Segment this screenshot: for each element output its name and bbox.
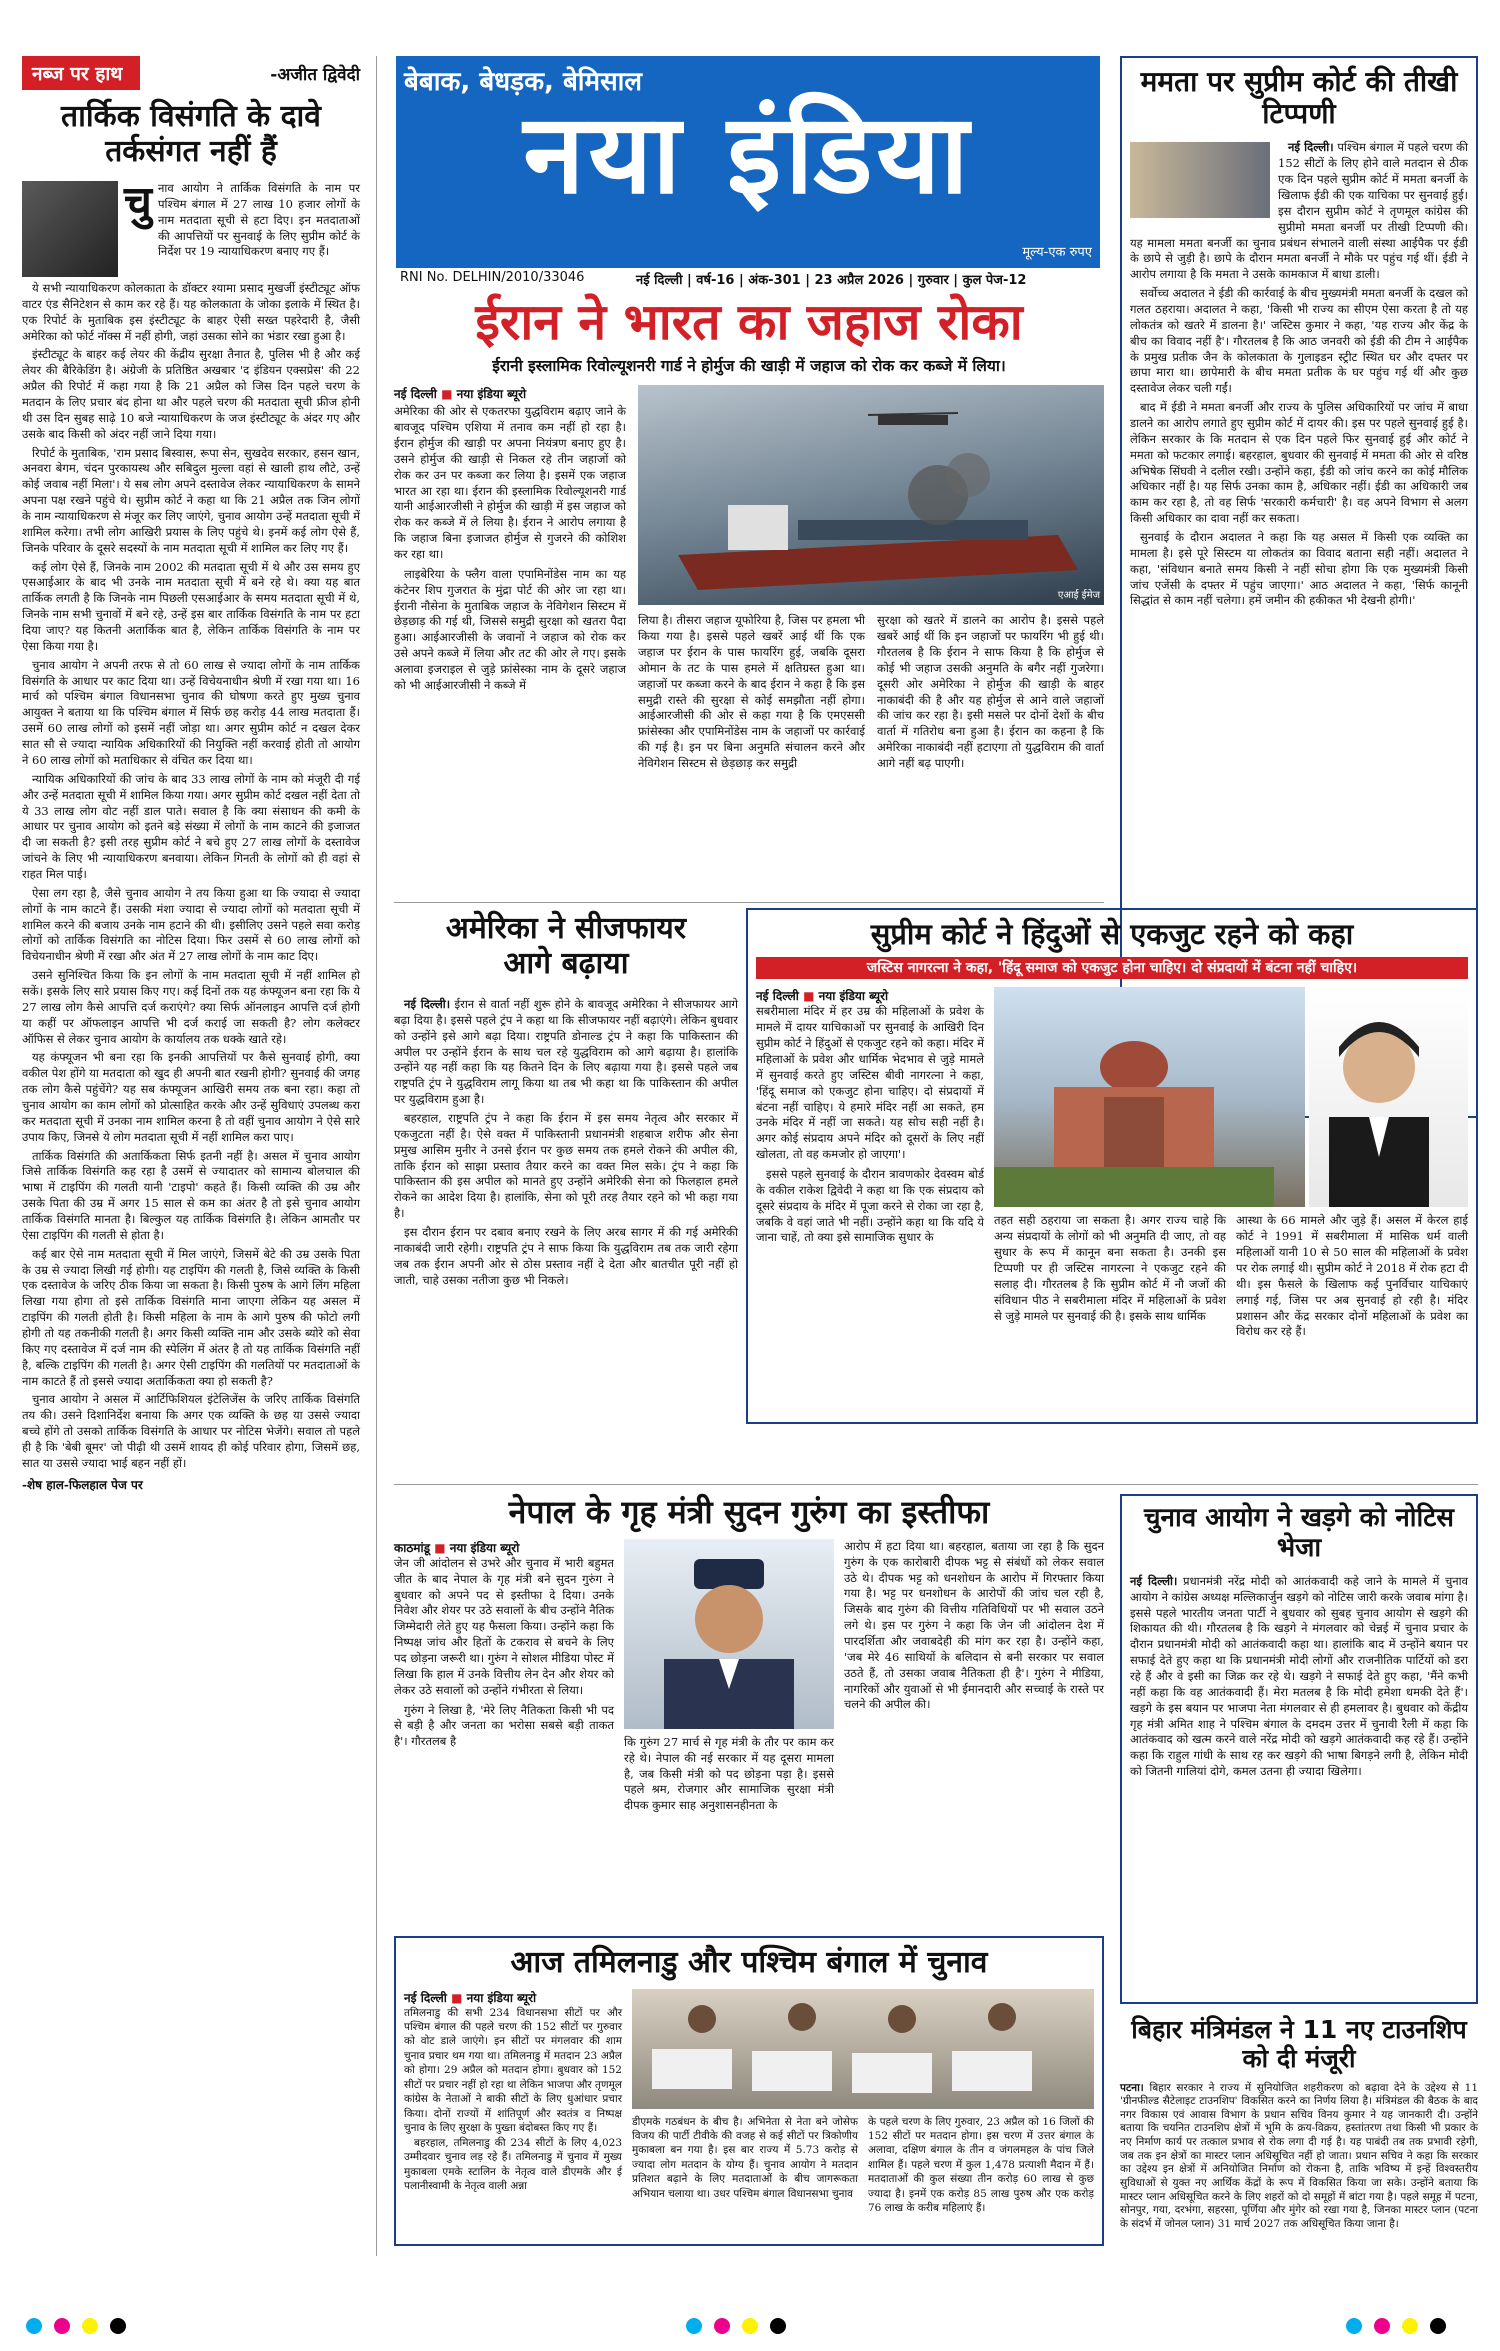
print-registration-marks [20,2318,132,2338]
evm-illustration [632,1989,1072,2109]
column-headline: तार्किक विसंगति के दावे तर्कसंगत नहीं हैं [61,99,321,169]
column-para: तार्किक विसंगति की अतार्किकता सिर्फ इतनी नहीं है। असल में चुनाव आयोग जिसे तार्किक विसंगति कह रहा है उसमें से ज्यादातर को सामान्य बोलचाल की भाषा में टाइपिंग की गलती यानी 'टाइपो' कहते हैं। किसी व्यक्ति की उम्र और उसके पिता की उम्र में अगर 15 साल से कम का अंतर है तो इसे चुनाव आयोग तार्किक विसंगति मानता है। बिल्कुल यह तार्किक विसंगति है। लेकिन आमतौर पर ऐसा टाइपिंग की गलती से होता है। [22,1148,360,1242]
registration-dot [1346,2318,1362,2334]
registration-dot [1374,2318,1390,2334]
tn-wb-col3: के पहले चरण के लिए गुरुवार, 23 अप्रैल को 16 जिलों की 152 सीटों पर मतदान होगा। इस चरण में उत्तर बंगाल के अलावा, दक्षिण बंगाल के तीन व जंगलमहल के पांच जिले शामिल हैं। पहले चरण में कुल 1,478 प्रत्याशी मैदान में हैं। मतदाताओं की कुल संख्या तीन करोड़ 60 लाख से कुछ ज्यादा है। इनमें एक करोड़ 85 लाख पुरुष और एक करोड़ 76 लाख के करीब महिलाएं हैं। [868,2115,1094,2215]
lead-col1-text: अमेरिका की ओर से एकतरफा युद्धविराम बढ़ाए जाने के बावजूद पश्चिम एशिया में तनाव कम नहीं हो रहा है। ईरान होर्मुज की खाड़ी पर अपना नियंत्रण बनाए हुए है। उसने होर्मुज की खाड़ी से निकल रहे तीन जहाजों को रोक कर उन पर कब्जा कर लिया है। इसमें एक जहाज भारत आ रहा था। ईरान की इस्लामिक रिवोल्यूशनरी गार्ड यानी आईआरजीसी ने होर्मुज की खाड़ी में इस जहाज को रोक कर कब्जे में ले लिया है। ईरान ने आरोप लगाया है कि जहाज बिना इजाजत होर्मुज से गुजरने की कोशिश कर रहा था। [394,404,626,562]
justice-photo [1309,987,1468,1207]
registration-dot [742,2318,758,2334]
minister-portrait-illustration [624,1539,834,1729]
story-mamata-photo [1130,142,1270,218]
story-ceasefire [394,912,738,1472]
tn-wb-col1: तमिलनाडु की सभी 234 विधानसभा सीटों पर और पश्चिम बंगाल की पहले चरण की 152 सीटों पर गुरुवार को वोट डाले जाएंगे। इन सीटों पर मंगलवार की शाम चुनाव प्रचार थम गया था। तमिलनाडु में मतदान 23 अप्रैल को होगा। 29 अप्रैल को मतदान होगा। बुधवार को 152 सीटों पर प्रचार नहीं हो रहा था लेकिन भाजपा और तृणमूल कांग्रेस के नेताओं ने बाकी सीटों के लिए धुआंधार प्रचार किया। दोनों राज्यों में शांतिपूर्ण और स्वतंत्र व निष्पक्ष चुनाव के लिए सुरक्षा के पुख्ता बंदोबस्त किए गए हैं। [404,2006,622,2135]
lead-subhead: ईरानी इस्लामिक रिवोल्यूशनरी गार्ड ने होर्मुज की खाड़ी में जहाज को रोक कर कब्जे में लिया। [492,356,1006,375]
registration-dot [110,2318,126,2334]
lead-columns [394,385,1104,772]
masthead-title: नया इंडिया [523,90,973,218]
column-lead: नाव आयोग ने तार्किक विसंगति के नाम पर पश्चिम बंगाल में 27 लाख 10 हजार लोगों के नाम मतदाता सूची से हटा दिए। इन मतदाताओं की आपत्तियों पर सुनवाई के लिए सुप्रीम कोर्ट के निर्देश पर 19 न्यायाधिकरण बनाए गए हैं। [157,181,360,259]
tn-wb-col2: डीएमके गठबंधन के बीच है। अभिनेता से नेता बने जोसेफ विजय की पार्टी टीवीके की वजह से कई सीटों पर त्रिकोणीय मुकाबला बन गया है। इस बार राज्य में 5.73 करोड़ से ज्यादा लोग मतदान के योग्य हैं। चुनाव आयोग ने मतदान प्रतिशत बढ़ाने के लिए मतदाताओं के बीच जागरूकता अभियान चलाया था। उधर पश्चिम बंगाल विधानसभा चुनाव [632,2115,858,2200]
tn-wb-byline: नई दिल्ली ■ नया इंडिया ब्यूरो [404,1990,537,2005]
column-para: उसने सुनिश्चित किया कि इन लोगों के नाम मतदाता सूची में नहीं शामिल हो सकें। इसके लिए सारे प्रयास किए गए। कई दिनों तक यह कंफ्यूजन बना रहा कि ये 27 लाख लोग कैसे आपत्ति दर्ज कराएंगे? क्या सिर्फ ऑनलाइन आपत्ति दर्ज होगी या कहीं पर ऑफलाइन आपत्ति भी दर्ज कराई जा सकती है? लोग कलेक्टर ऑफिस से लेकर चुनाव आयोग के कार्यालय तक धक्के खाते रहे। [22,968,360,1046]
registration-dot [1402,2318,1418,2334]
lead-col2-text: लिया है। तीसरा जहाज यूफोरिया है, जिस पर हमला भी किया गया है। इससे पहले खबरें आई थीं कि एक जहाज पर ईरान के पास फायरिंग हुई, जबकि दूसरा ओमान के तट के पास हमले में क्षतिग्रस्त हुआ था। जहाजों पर कब्जा करने के बाद ईरान ने कहा है कि इस समुद्री रास्ते की सुरक्षा से कोई समझौता नहीं होगा। आईआरजीसी की ओर से कहा गया है कि एमएससी फ्रांसेस्का और एपामिनोंडेस नाम के जहाजों पर कार्रवाई की गई है। इन पर बिना अनुमति संचालन करने और नेविगेशन सिस्टम से छेड़छाड़ कर समुद्री [638,613,865,771]
registration-dot [26,2318,42,2334]
nepal-byline-agency: नया इंडिया ब्यूरो [449,1540,520,1555]
sc-hindu-subhead: जस्टिस नागरत्ना ने कहा, 'हिंदू समाज को एकजुट होना चाहिए। दो संप्रदायों में बंटना नहीं चाहिए। [756,957,1468,979]
sc-hindu-col2: तहत सही ठहराया जा सकता है। अगर राज्य चाहे कि अन्य संप्रदायों के लोगों को भी अनुमति दी जाए, तो वह सुधार के रूप में कानून बना सकता है। उनकी इस टिप्पणी पर ही जस्टिस नागरत्ना ने एकजुट रहने की सलाह दी। गौरतलब है कि सुप्रीम कोर्ट में नौ जजों की संविधान पीठ ने सबरीमाला मंदिर में महिलाओं के प्रवेश से जुड़े मामले पर सुनवाई की है। इसके साथ धार्मिक [994,1213,1226,1323]
sc-hindu-col3: आस्था के 66 मामले और जुड़े हैं। असल में केरल हाई कोर्ट ने 1991 में सबरीमाला में मासिक धर्म वाली महिलाओं यानी 10 से 50 साल की महिलाओं के प्रवेश पर रोक लगाई थी। सुप्रीम कोर्ट ने 2018 में रोक हटा दी थी। इस फैसले के खिलाफ कई पुनर्विचार याचिकाएं लगाई गई, जिस पर अब सुनवाई हो रही है। मंदिर प्रशासन और केंद्र सरकार दोनों महिलाओं के प्रवेश का विरोध कर रहे हैं। [1236,1213,1468,1339]
sc-hindu-byline-agency: नया इंडिया ब्यूरो [818,989,889,1004]
bihar-dateline: पटना। [1120,2081,1144,2094]
story-mamata-para: सुनवाई के दौरान अदालत ने कहा कि यह असल में किसी एक व्यक्ति का मामला है। इसे पूरे सिस्टम या लोकतंत्र का विवाद बताना सही नहीं। अदालत ने कहा, 'संविधान बनाते समय किसी ने नहीं सोचा होगा कि एक मुख्यमंत्री किसी जांच एजेंसी के दफ्तर में पहुंच जाएगा।' आठ अदालत ने कहा, 'सिर्फ कानूनी सिद्धांत से काम नहीं चलेगा। हमें जमीन की हकीकत भी देखनी होगी।' [1130,530,1468,608]
sc-hindu-byline-city: नई दिल्ली [756,989,799,1004]
kharge-headline: चुनाव आयोग ने खड़गे को नोटिस भेजा [1144,1503,1454,1563]
ceasefire-para: ईरान से वार्ता नहीं शुरू होने के बावजूद अमेरिका ने सीजफायर आगे बढ़ा दिया है। इससे पहले ट्रंप ने कहा था कि सीजफायर नहीं बढ़ाएंगे। लेकिन बुधवार को उन्होंने इसे आगे बढ़ा दिया। राष्ट्रपति डोनाल्ड ट्रंप ने कहा कि पाकिस्तान की अपील पर उन्होंने ईरान के साथ चल रहे युद्धविराम को आगे बढ़ाया है। हालांकि उन्होंने यह नहीं कहा कि यह कितने दिन के लिए बढ़ाया गया है। इससे पहले जब राष्ट्रपति ट्रंप ने युद्धविराम लागू किया था तब भी कहा था कि पाकिस्तान की अपील पर युद्धविराम हुआ है। [394,997,738,1107]
tn-wb-col1b: बहरहाल, तमिलनाडु की 234 सीटों के लिए 4,023 उम्मीदवार चुनाव लड़ रहे हैं। तमिलनाडु में चुनाव में मुख्य मुकाबला एमके स्टालिन के नेतृत्व वाले डीएमके और ई पलानीस्वामी के नेतृत्व वाली अन्ना [404,2136,622,2193]
lead-byline-agency: नया इंडिया ब्यूरो [456,387,527,402]
column-left [22,56,360,2251]
masthead [396,56,1100,268]
ceasefire-dateline: नई दिल्ली। [404,997,451,1011]
lead-byline-city: नई दिल्ली [394,387,437,402]
registration-dot [54,2318,70,2334]
supreme-court-photo [994,987,1305,1207]
story-sc-hindu [746,908,1478,1424]
ceasefire-para: बहरहाल, राष्ट्रपति ट्रंप ने कहा कि ईरान में इस समय नेतृत्व और सरकार में एकजुटता नहीं है। ऐसे वक्त में पाकिस्तानी प्रधानमंत्री शहबाज शरीफ और सेना प्रमुख आसिम मुनीर ने उनसे ईरान पर कुछ समय तक हमले रोकने की अपील की, ताकि ईरान को साझा प्रस्ताव तैयार करने का वक्त मिल सके। ट्रंप ने कहा कि पाकिस्तान की इस अपील को मानते हुए उन्होंने अमेरिकी सेना को फिलहाल हमले रोकने का आदेश दिया है। हालांकि, सेना को पूरी तरह तैयार रहने को भी कहा गया है। [394,1111,738,1221]
bihar-body [1120,2082,1478,2232]
column-body [22,281,360,1472]
story-mamata-para: पश्चिम बंगाल में पहले चरण की 152 सीटों के लिए होने वाले मतदान से ठीक एक दिन पहले सुप्रीम कोर्ट में ममता बनर्जी के खिलाफ ईडी की एक याचिका पर सुनवाई हुई। इस दौरान सुप्रीम कोर्ट ने तृणमूल कांग्रेस की सुप्रीमो ममता बनर्जी पर तीखी टिप्पणी की। यह मामला ममता बनर्जी का चुनाव प्रबंधन संभालने वाली संस्था आईपैक पर ईडी के छापे से जुड़ी है। छापे के दौरान ममता बनर्जी ने मौके पर पहुंच गई थीं। ईडी ने आरोप लगाया है कि ममता ने उसके कामकाज में बाधा डाली। [1130,140,1468,282]
column-para: कई लोग ऐसे हैं, जिनके नाम 2002 की मतदाता सूची में थे और उस समय हुए एसआईआर के बाद भी उनके नाम मतदाता सूची में बने रहे थे। क्या यह बात तार्किक लगती है कि जिनके नाम पिछली एसआईआर के समय मतदाता सूची में थे, जिनके नाम सभी चुनावों में बने रहे, उन्हें इस बार तार्किक विसंगति के नाम पर हटा दिया जाए? यह कितनी अतार्किक बात है, लेकिन तार्किक विसंगति के नाम पर ऐसा किया गया है। [22,559,360,653]
print-registration-marks [680,2318,792,2338]
bihar-headline: बिहार मंत्रिमंडल ने 11 नए टाउनशिप को दी मंजूरी [1131,2015,1467,2073]
nepal-byline: काठमांडू ■ नया इंडिया ब्यूरो [394,1540,520,1555]
evm-workers-photo [632,1989,1094,2109]
story-tn-wb [394,1936,1104,2246]
kharge-text: प्रधानमंत्री नरेंद्र मोदी को आतंकवादी कहे जाने के मामले में चुनाव आयोग ने कांग्रेस अध्यक्ष मल्लिकार्जुन खड़गे को नोटिस जारी करके जवाब मांगा है। इससे पहले भारतीय जनता पार्टी ने बुधवार को सुबह चुनाव आयोग से खड़गे की शिकायत की थी। गौरतलब है कि खड़गे ने मंगलवार को चेन्नई में चुनाव प्रचार के दौरान प्रधानमंत्री मोदी को आतंकवादी कहा था। हालांकि बाद में उन्होंने बयान पर सफाई देते हुए कहा था कि प्रधानमंत्री मोदी लोगों और राजनीतिक पार्टियों को डरा रहे हैं और वे इसी का जिक्र कर रहे थे। खड़गे ने सफाई देते हुए कहा, 'मैंने कभी नहीं कहा कि वह आतंकवादी हैं। मेरा मतलब है कि मोदी हमेशा धमकी देते हैं'। खड़गे के इस बयान पर भाजपा नेता मंगलवार से ही हमलावर है। बुधवार को केंद्रीय गृह मंत्री अमित शाह ने पश्चिम बंगाल के दमदम उत्तर में चुनावी रैली में कहा कि आतंकवाद को खत्म करने वाले नरेंद्र मोदी को खड़गे आतंकवादी कह रहे हैं। उन्होंने कहा कि राहुल गांधी के साथ रह कर खड़गे की भाषा बिगड़ने लगी है, लेकिन मोदी को जितनी गालियां दोगे, कमल उतना ही ज्यादा खिलेगा। [1130,1573,1469,1779]
drop-cap: चु [124,177,152,228]
column-para: यह कंफ्यूजन भी बना रहा कि इनकी आपत्तियों पर कैसे सुनवाई होगी, क्या वकील पेश होंगे या मतदाता को खुद ही अपनी बात रखनी होगी? सुनवाई की जगह तक लोग कैसे पहुंचेंगे? यह सब कंफ्यूजन आखिरी समय तक बना रहा। कहा तो चुनाव आयोग का काम लोगों को प्रोत्साहित करके और उन्हें सुविधाएं उपलब्ध करा कर मतदाता सूची में उनका नाम शामिल करना है तो वहीं चुनाव आयोग ने ऐसे सारे उपाय किए, जिनसे ये लोग मतदाता सूची में नहीं शामिल करा पाए। [22,1050,360,1144]
kharge-dateline: नई दिल्ली। [1130,1573,1178,1588]
kharge-body [1130,1574,1468,1780]
story-mamata-dateline: नई दिल्ली। [1288,140,1334,155]
nepal-col1: जेन जी आंदोलन से उभरे और चुनाव में भारी बहुमत जीत के बाद नेपाल के गृह मंत्री बने सुदन गुरुंग ने बुधवार को अपने पद से इस्तीफा दे दिया। उनके निवेश और शेयर पर उठे सवालों के बीच उन्होंने नैतिक जिम्मेदारी लेते हुए यह फैसला किया। उन्होंने कहा कि निष्पक्ष जांच और हितों के टकराव से बचने के लिए पद छोड़ना जरूरी था। गुरुंग ने सोशल मीडिया पोस्ट में लिखा कि हाल में उनके वित्तीय लेन देन और शेयर को लेकर उठे सवालों को उन्होंने गंभीरता से लिया। [394,1555,614,1697]
column-kicker-bar [22,56,360,90]
nepal-headline: नेपाल के गृह मंत्री सुदन गुरुंग का इस्तीफा [508,1493,990,1531]
lead-photo-ship [638,385,1104,605]
lead-col1b-text: लाइबेरिया के फ्लैग वाला एपामिनोंडेस नाम का यह कंटेनर शिप गुजरात के मुंद्रा पोर्ट की ओर जा रहा था। ईरानी नौसेना के मुताबिक जहाज के नेविगेशन सिस्टम में छेड़छाड़ की गई थी, जिससे समुद्री सुरक्षा को खतरा पैदा हुआ। आईआरजीसी के जवानों ने जहाज को रोक कर उसे अपने कब्जे में लिया और तट की ओर ले गए। इसके अलावा इजराइल से जुड़े फ्रांसेस्का नाम के दूसरे जहाज को भी आईआरजीसी ने कब्जे में [394,566,626,692]
story-mamata-headline: ममता पर सुप्रीम कोर्ट की तीखी टिप्पणी [1140,65,1458,131]
masthead-price: मूल्य-एक रुपए [1022,245,1092,260]
rni-number: RNI No. DELHIN/2010/33046 [400,270,585,285]
story-mamata-para: बाद में ईडी ने ममता बनर्जी और राज्य के पुलिस अधिकारियों पर जांच में बाधा डालने का आरोप लगाते हुए सुप्रीम कोर्ट में दायर की। इस पर पहले सुनवाई हुई है। लेकिन सरकार के कि मतदान से एक दिन पहले फिर सुनवाई हुई और कोर्ट ने ममता को फटकार लगाई। बहरहाल, बुधवार की सुनवाई में ममता की ओर से वरिष्ठ अभिषेक सिंघवी ने दलील रखी। उन्होंने कहा, ईडी को जांच करने का कोई मौलिक अधिकार नहीं है। यह सिर्फ उनका काम है, अधिकार नहीं। ईडी का अधिकारी जब काम कर रहा है, तो वह सिर्फ 'सरकारी कर्मचारी' है। वह अपने विभाग से अलग किसी अधिकार का दावा नहीं कर सकता। [1130,400,1468,526]
column-para: चुनाव आयोग ने अपनी तरफ से तो 60 लाख से ज्यादा लोगों के नाम तार्किक विसंगति के आधार पर काट दिया था। उन्हें विचेयनाधीन श्रेणी में रखा गया था। 16 मार्च को पश्चिम बंगाल विधानसभा चुनाव की घोषणा करते हुए मुख्य चुनाव आयुक्त ने बताया था कि पश्चिम बंगाल में सिर्फ छह करोड़ 44 लाख मतदाता हैं। उसमें 60 लाख लोगों को इसमें नहीं जोड़ा था। अगर सुप्रीम कोर्ट न दखल देकर सात सौ से ज्यादा न्यायिक अधिकारियों की नियुक्ति नहीं करवाई होती तो आयोग ने 60 लाख लोगों को मताधिकार से वंचित कर दिया था। [22,657,360,767]
author-photo [22,181,118,277]
story-mamata-para: सर्वोच्च अदालत ने ईडी की कार्रवाई के बीच मुख्यमंत्री ममता बनर्जी के दखल को गलत ठहराया। अदालत ने कहा, 'किसी भी राज्य का सीएम ऐसा करता है तो यह लोकतंत्र को खतरे में डालना है।' जस्टिस कुमार ने कहा, 'यह राज्य और केंद्र के बीच का विवाद नहीं है'। गौरतलब है कि आठ जनवरी को ईडी की टीम ने आईपैक के प्रमुख प्रतीक जैन के कोलकाता के गुलाइडन स्ट्रीट स्थित घर और दफ्तर पर छापा मारा था। छापेमारी के बीच ममता प्रतीक के घर पहुंच गई थीं और कुछ दस्तावेज लेकर चली गईं। [1130,286,1468,396]
registration-dot [686,2318,702,2334]
tn-wb-byline-city: नई दिल्ली [404,1990,447,2005]
bihar-text: बिहार सरकार ने राज्य में सुनियोजित शहरीकरण को बढ़ावा देने के उद्देश्य से 11 'ग्रीनफील्ड सैटेलाइट टाउनशिप' विकसित करने का निर्णय लिया है। मंत्रिमंडल की बैठक के बाद नगर विकास एवं आवास विभाग के प्रधान सचिव विनय कुमार ने यह जानकारी दी। उन्होंने बताया कि चयनित टाउनशिप क्षेत्रों में भूमि के क्रय-विक्रय, हस्तांतरण तथा किसी भी प्रकार के नए निर्माण कार्य पर तत्काल प्रभाव से रोक लगा दी गई है। यह पाबंदी तब तक प्रभावी रहेगी, जब तक इन क्षेत्रों का मास्टर प्लान अधिसूचित नहीं हो जाता। प्रधान सचिव ने कहा कि सरकार का उद्देश्य इन क्षेत्रों में अनियोजित निर्माण को रोकना है, ताकि भविष्य में इन्हें विश्वस्तरीय सुविधाओं से युक्त नए आर्थिक केंद्रों के रूप में विकसित किया जा सके। उन्होंने बताया कि मास्टर प्लान अधिसूचित करने के लिए शहरों को दो समूहों में बांटा गया है। पहले समूह में पटना, सोनपुर, गया, दरभंगा, सहरसा, पूर्णिया और मुंगेर को रखा गया है, जिनका मास्टर प्लान (पटना के संदर्भ में जोनल प्लान) 31 मार्च 2027 तक अधिसूचित किया जाना है। [1120,2081,1478,2230]
column-lead-block [22,177,360,277]
lead-right [638,385,1104,772]
column-continued: -शेष हाल-फिलहाल पेज पर [22,1477,143,1492]
nepal-byline-city: काठमांडू [394,1540,431,1555]
story-nepal [394,1494,1104,1924]
story-kharge [1120,1494,1478,2004]
column-para: ऐसा लग रहा है, जैसे चुनाव आयोग ने तय किया हुआ था कि ज्यादा से ज्यादा लोगों के नाम काटने हैं। उसकी मंशा ज्यादा से ज्यादा लोगों को मतदाता सूची में शामिल करने की बजाय उनके नाम हटाने की थी। इसीलिए उसने पहले सवा करोड़ लोगों को तार्किक विसंगति का नोटिस दिया। फिर उसमें से 60 लाख लोगों को विचेयनाधीन श्रेणी में रखा और अंत में 27 लाख लोगों के नाम काट दिए। [22,885,360,964]
nepal-col1b: गुरुंग ने लिखा है, 'मेरे लिए नैतिकता किसी भी पद से बड़ी है और जनता का भरोसा सबसे बड़ी ताकत है'। गौरतलब है [394,1702,614,1749]
column-para: न्यायिक अधिकारियों की जांच के बाद 33 लाख लोगों के नाम को मंजूरी दी गई और उन्हें मतदाता सूची में शामिल किया गया। अगर सुप्रीम कोर्ट दखल नहीं देता तो ये 33 लाख लोग वोट नहीं डाल पाते। सवाल है कि क्या संसाधन की कमी के आधार पर चुनाव आयोग को इतने बड़े संख्या में लोगों के नाम काटने की इजाजत दी जा सकती है? इसी तरह सुप्रीम कोर्ट ने बचे हुए 27 लाख लोगों के दस्तावेज जांचने के लिए भी न्यायाधिकरण बनवाया। लेकिन गिनती के लोगों को ही वहां से राहत मिल पाई। [22,771,360,881]
column-para: इंस्टीट्यूट के बाहर कई लेयर की केंद्रीय सुरक्षा तैनात है, पुलिस भी है और कई लेयर की बैरिकेडिंग है। अंग्रेजी के प्रतिष्ठित अखबार 'द इंडियन एक्सप्रेस' की 22 अप्रैल की रिपोर्ट में कहा गया है कि 21 अप्रैल को जिस दिन पहले चरण के मतदान के लिए प्रचार बंद होना था और पहले चरण की मतदाता सूची फ्रीज होनी थी उस दिन सुबह साढ़े 10 बजे न्यायाधिकरण के जज इंस्टीट्यूट के अंदर गए और उसके बाद किसी को अंदर नहीं जाने दिया गया। [22,347,360,441]
masthead-slogan: बेबाक, बेधड़क, बेमिसाल [404,67,643,97]
lead-story [394,294,1104,894]
portrait-illustration [1309,987,1449,1207]
tn-wb-headline: आज तमिलनाडु और पश्चिम बंगाल में चुनाव [510,1945,988,1980]
photo-credit: एआई ईमेज [1057,590,1100,602]
ship-illustration [638,385,1104,605]
registration-dot [714,2318,730,2334]
registration-dot [770,2318,786,2334]
court-building-illustration [994,987,1274,1207]
lead-col3-text: सुरक्षा को खतरे में डालने का आरोप है। इससे पहले खबरें आई थीं कि इन जहाजों पर फायरिंग भी हुई थी। गौरतलब है कि ईरान ने साफ किया है कि होर्मुज से कोई भी जहाज उसकी अनुमति के बगैर नहीं गुजरेगा। दूसरी ओर अमेरिका ने होर्मुज की खाड़ी के बाहर नाकाबंदी की है और यह होर्मुज से आने वाले जहाजों की जांच कर रहा है। इसी मसले पर दोनों देशों के बीच वार्ता में गतिरोध बना हुआ है। ईरान का कहना है कि अमेरिका नाकाबंदी नहीं हटाएगा तो युद्धविराम की वार्ता आगे नहीं बढ़ पाएगी। [877,613,1104,771]
column-para: चुनाव आयोग ने असल में आर्टिफिशियल इंटेलिजेंस के जरिए तार्किक विसंगति तय की। उसने दिशानिर्देश बनाया कि अगर एक व्यक्ति के छह या उससे ज्यादा बच्चे होंगे तो उसको तार्किक विसंगति के आधार पर नोटिस भेजेंगे। सवाल तो पहले ही है कि 'बेबी बूमर' जो पीढ़ी थी उसमें शायद ही कोई परिवार होगा, जिसमें छह, सात या उससे ज्यादा भाई बहन नहीं हों। [22,1392,360,1470]
ceasefire-para: इस दौरान ईरान पर दबाव बनाए रखने के लिए अरब सागर में की गई अमेरिकी नाकाबंदी जारी रहेगी। राष्ट्रपति ट्रंप ने साफ किया कि युद्धविराम तब तक जारी रहेगा जब तक ईरान अपनी ओर से ठोस प्रस्ताव नहीं दे देता और बातचीत पूरी नहीं हो जाती, चाहे उसका नतीजा कुछ भी निकले। [394,1225,738,1287]
ceasefire-headline: अमेरिका ने सीजफायर आगे बढ़ाया [445,911,687,981]
nepal-col3: आरोप में हटा दिया था। बहरहाल, बताया जा रहा है कि सुदन गुरुंग के एक कारोबारी दीपक भट्ट से संबंधों को लेकर सवाल उठे थे। दीपक भट्ट को धनशोधन के आरोप में गिरफ्तार किया गया है। भट्ट पर धनशोधन के आरोपों की जांच चल रही है, जिसके बाद गुरुंग की वित्तीय गतिविधियों पर भी सवाल उठने लगे थे। इस पर गुरुंग ने कहा कि जेन जी आंदोलन देश में पारदर्शिता और जवाबदेही की मांग कर रहा है। उन्होंने कहा, 'जब मेरे 46 साथियों के बलिदान से बनी सरकार पर सवाल उठते हैं, तो उसका जवाब नैतिकता ही है'। गुरुंग ने मीडिया, नागरिकों और युवाओं से भी ईमानदारी और सच्चाई के रास्ते पर चलने की अपील की। [844,1538,1104,1712]
column-author: -अजीत द्विवेदी [270,64,360,85]
column-para: रिपोर्ट के मुताबिक, 'राम प्रसाद बिस्वास, रूपा सेन, सुखदेव सरकार, हसन खान, अनवरा बेगम, चंदन पुरकायस्थ और सबिदुल मुल्ला वहां से खाली हाथ लौटे, उन्हें कोई जवाब नहीं मिला'। ये सब लोग अपने दस्तावेज लेकर न्यायाधिकरण के सामने अपना पक्ष रखने पहुंचे थे। सुप्रीम कोर्ट ने कहा था कि 21 अप्रैल तक जिन लोगों के नाम न्यायाधिकरण से मंजूर कर लिए जाएंगे, चुनाव आयोग उन्हें मतदाता सूची में शामिल करेगा। तभी लोग आखिरी प्रयास के लिए पहुंचे थे। इनमें कई लोग ऐसे हैं, जिनके परिवार के दूसरे सदस्यों के नाम मतदाता सूची में शामिल कर लिए गए हैं। [22,445,360,555]
nepal-col2: कि गुरुंग 27 मार्च से गृह मंत्री के तौर पर काम कर रहे थे। नेपाल की नई सरकार में यह दूसरा मामला है, जब किसी मंत्री को पद छोड़ना पड़ा है। इससे पहले श्रम, रोजगार और सामाजिक सुरक्षा मंत्री दीपक कुमार साह अनुशासनहीनता के [624,1734,834,1813]
lead-headline: ईरान ने भारत का जहाज रोका [475,293,1023,351]
sc-hindu-byline: नई दिल्ली ■ नया इंडिया ब्यूरो [756,989,889,1004]
registration-dot [1430,2318,1446,2334]
print-registration-marks [1340,2318,1452,2338]
registration-dot [82,2318,98,2334]
column-kicker: नब्ज पर हाथ [22,56,140,90]
edition-dateline: नई दिल्ली | वर्ष-16 | अंक-301 | 23 अप्रैल 2026 | गुरुवार | कुल पेज-12 [636,273,1027,288]
ceasefire-body [394,997,738,1288]
lead-col-1 [394,385,626,772]
lead-byline: नई दिल्ली ■ नया इंडिया ब्यूरो [394,387,527,402]
sc-hindu-col1b: इससे पहले सुनवाई के दौरान त्रावणकोर देवस्वम बोर्ड के वकील राकेश द्विवेदी ने कहा था कि एक संप्रदाय को दूसरे संप्रदाय के मंदिर में पूजा करने से रोका जा रहा है, जबकि वे वहां जाते भी नहीं। उन्होंने कहा था कि यदि ये जाना चाहें, तो क्या इसे सामाजिक सुधार के [756,1167,984,1245]
sc-hindu-col1: सबरीमाला मंदिर में हर उम्र की महिलाओं के प्रवेश के मामले में दायर याचिकाओं पर सुनवाई के आखिरी दिन सुप्रीम कोर्ट ने हिंदुओं से एकजुट रहने को कहा। मंदिर में महिलाओं के प्रवेश और धार्मिक भेदभाव से जुड़े मामले में सुनवाई करते हुए जस्टिस बीवी नागरत्ना ने कहा, 'हिंदू समाज को एकजुट होना चाहिए। दो संप्रदायों में बंटना नहीं चाहिए। ये हमारे मंदिर नहीं आ सकते, हम उनके मंदिर में नहीं जा सकते। यह सोच सही नहीं है। अगर कोई संप्रदाय अपने मंदिर को दूसरों के लिए नहीं खोलता, तो वह कमजोर हो जाएगा'। [756,1004,984,1162]
tn-wb-byline-agency: नया इंडिया ब्यूरो [466,1990,537,2005]
column-para: ये सभी न्यायाधिकरण कोलकाता के डॉक्टर श्यामा प्रसाद मुखर्जी इंस्टीट्यूट ऑफ वाटर एंड सैनिटेशन से काम कर रहे हैं। यह कोलकाता के जोका इलाके में स्थित है। एक रिपोर्ट के मुताबिक इस इंस्टीट्यूट के बाहर ऐसी सख्त पहरेदारी है, जैसी अमेरिका को फोर्ट नॉक्स में नहीं होगी, जहां उसका सोने का भंडार रखा हुआ है। [22,281,360,343]
story-bihar [1120,2016,1478,2252]
sc-hindu-headline: सुप्रीम कोर्ट ने हिंदुओं से एकजुट रहने को कहा [870,917,1354,951]
column-para: कई बार ऐसे नाम मतदाता सूची में मिल जाएंगे, जिसमें बेटे की उम्र उसके पिता के उम्र से ज्यादा लिखी गई होगी। यह टाइपिंग की गलती है, जिसे व्यक्ति के किसी एक दस्तावेज के जरिए ठीक किया जा सकता है। किसी पुरुष के आगे लिंग महिला लिखा गया होगा तो इसे तार्किक विसंगति माना जाएगा लेकिन यह असल में टाइपिंग की गलती होती है। किसी महिला के नाम के आगे पुरुष की फोटो लगी होगी तो यह तकनीकी गलती है। अगर किसी व्यक्ति नाम और उसके ब्योरे को सेवा किए गए दस्तावेज में दर्ज नाम की स्पेलिंग में अंतर है तो यह तार्किक विसंगति नहीं है, बल्कि टाइपिंग की गलती है। अगर ऐसी टाइपिंग की गलतियों पर मतदाताओं के नाम काटते हैं तो इससे ज्यादा अतार्किकता क्या हो सकती है? [22,1246,360,1388]
nepal-minister-photo [624,1539,834,1729]
